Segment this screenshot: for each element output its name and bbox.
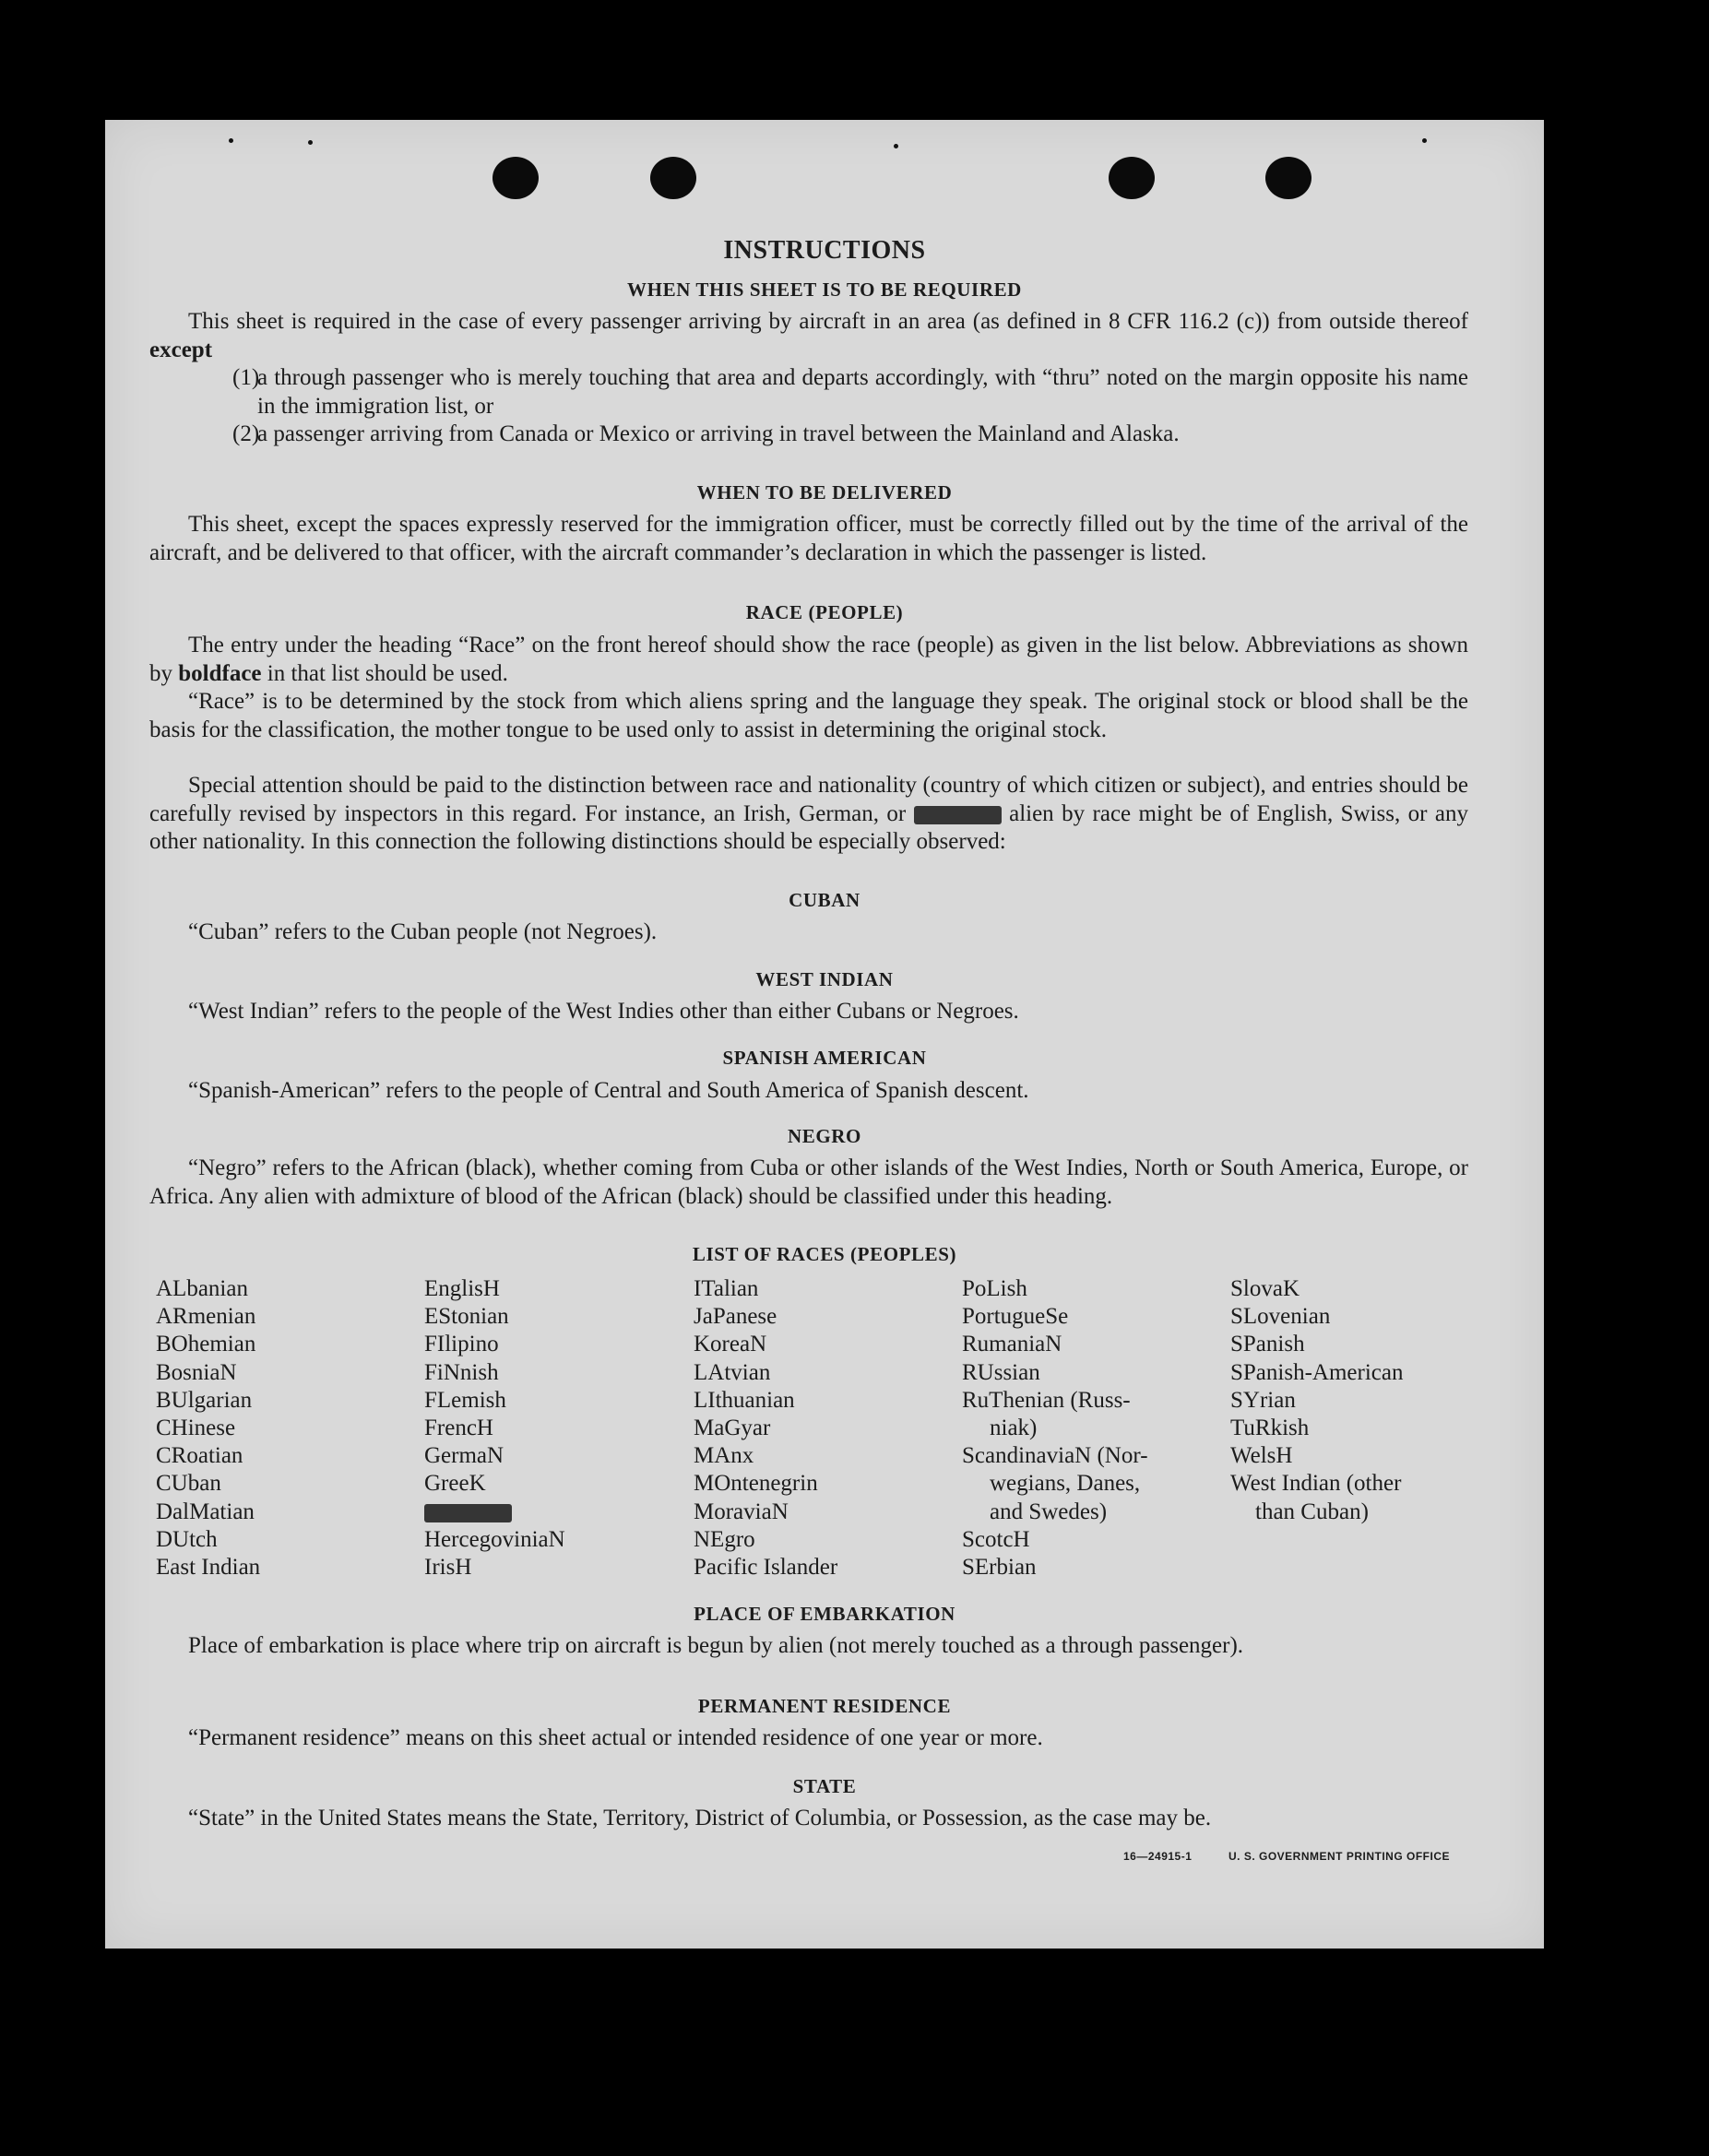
race-entry: SErbian	[962, 1555, 1037, 1581]
race-entry: than Cuban)	[1255, 1499, 1369, 1524]
form-number: 16—24915-1	[1123, 1850, 1193, 1863]
list-item: (2) a passenger arriving from Canada or Mexico or arriving in travel between the Mainland and Alaska.	[257, 421, 1468, 449]
race-entry: wegians, Danes,	[990, 1471, 1141, 1497]
redaction-mark	[914, 806, 1002, 824]
race-entry: SYrian	[1230, 1387, 1296, 1413]
section-heading: SPANISH AMERICAN	[722, 1047, 927, 1069]
punch-hole	[1109, 157, 1155, 199]
emphasis: boldface	[178, 660, 262, 686]
section-heading: NEGRO	[787, 1125, 861, 1147]
race-entry: NEgro	[694, 1526, 755, 1552]
race-entry: PoLish	[962, 1276, 1027, 1301]
race-entry: DUtch	[156, 1526, 218, 1552]
race-entry: LAtvian	[694, 1359, 771, 1385]
race-entry: RuThenian (Russ-	[962, 1387, 1131, 1413]
paragraph: “State” in the United States means the State, Territory, District of Columbia, or Possession, as the case may be.	[188, 1806, 1212, 1830]
race-entry: CHinese	[156, 1416, 236, 1441]
race-entry: MaGyar	[694, 1416, 771, 1441]
paragraph: This sheet, except the spaces expressly reserved for the immigration officer, must be correctly filled out by the time of the arrival of the aircraft, and be delivered to that officer, with the aircraft commander’s declaration in which the passenger is listed.	[149, 512, 1468, 565]
race-entry: Pacific Islander	[694, 1555, 838, 1581]
race-entry: BUlgarian	[156, 1387, 253, 1413]
speck	[308, 140, 313, 145]
race-entry: MOntenegrin	[694, 1471, 818, 1497]
emphasis: except	[149, 337, 213, 362]
race-entry: MoraviaN	[694, 1499, 789, 1524]
race-entry: SlovaK	[1230, 1276, 1300, 1301]
paragraph: “Negro” refers to the African (black), whether coming from Cuba or other islands of the West Indies, North or South America, Europe, or Africa. Any alien with admixture of blood of the African (black) should be classified under this heading.	[149, 1155, 1468, 1209]
race-entry-redacted	[424, 1499, 682, 1526]
paragraph: “Cuban” refers to the Cuban people (not Negroes).	[188, 919, 658, 944]
race-entry: WelsH	[1230, 1443, 1293, 1469]
speck	[229, 138, 233, 143]
section-heading: LIST OF RACES (PEOPLES)	[692, 1243, 957, 1265]
race-entry: ARmenian	[156, 1304, 256, 1330]
item-number: (2)	[232, 421, 260, 446]
race-entry: East Indian	[156, 1555, 261, 1581]
race-entry: EnglisH	[424, 1276, 500, 1301]
race-entry: RUssian	[962, 1359, 1040, 1385]
paragraph: Place of embarkation is place where trip on aircraft is begun by alien (not merely touched as a through passenger).	[188, 1633, 1244, 1658]
section-heading: WHEN TO BE DELIVERED	[696, 481, 953, 503]
race-column	[962, 1275, 1220, 1581]
race-entry: MAnx	[694, 1443, 754, 1469]
race-entry: RumaniaN	[962, 1332, 1062, 1357]
race-entry: SPanish-American	[1230, 1359, 1404, 1385]
punch-hole	[493, 157, 539, 199]
race-entry: ALbanian	[156, 1276, 248, 1301]
race-entry: LIthuanian	[694, 1387, 795, 1413]
race-entry: SLovenian	[1230, 1304, 1331, 1330]
race-entry: GreeK	[424, 1471, 486, 1497]
race-entry: BOhemian	[156, 1332, 256, 1357]
race-entry: ScandinaviaN (Nor-	[962, 1443, 1148, 1469]
paragraph: “Spanish-American” refers to the people of Central and South America of Spanish descent.	[188, 1078, 1029, 1103]
paragraph: This sheet is required in the case of every passenger arriving by aircraft in an area (as defined in 8 CFR 116.2 (c)) from outside thereof except	[149, 309, 1468, 362]
race-entry: CRoatian	[156, 1443, 243, 1469]
race-entry: West Indian (other	[1230, 1471, 1402, 1497]
race-entry: FIlipino	[424, 1332, 499, 1357]
redaction-mark	[424, 1504, 512, 1522]
race-entry: TuRkish	[1230, 1416, 1310, 1441]
section-heading: WEST INDIAN	[755, 968, 894, 990]
race-column	[424, 1275, 682, 1581]
section-heading: PERMANENT RESIDENCE	[697, 1695, 952, 1717]
punch-hole	[650, 157, 696, 199]
race-entry: HercegoviniaN	[424, 1526, 565, 1552]
race-entry: PortugueSe	[962, 1304, 1069, 1330]
race-column	[694, 1275, 952, 1581]
race-entry: IrisH	[424, 1555, 472, 1581]
race-column	[156, 1275, 414, 1581]
section-heading: RACE (PEOPLE)	[745, 601, 904, 623]
race-entry: BosniaN	[156, 1359, 237, 1385]
printer-credit: U. S. GOVERNMENT PRINTING OFFICE	[1228, 1850, 1451, 1863]
speck	[1422, 138, 1427, 143]
race-entry: SPanish	[1230, 1332, 1305, 1357]
race-entry: FiNnish	[424, 1359, 499, 1385]
section-heading: PLACE OF EMBARKATION	[694, 1603, 955, 1625]
document-sheet	[105, 120, 1544, 1949]
paragraph: The entry under the heading “Race” on the front hereof should show the race (people) as given in the list below. Abbreviations as shown by boldface in that list should be used.	[149, 633, 1468, 686]
race-entry: CUban	[156, 1471, 221, 1497]
race-entry: DalMatian	[156, 1499, 255, 1524]
item-number: (1)	[232, 365, 260, 390]
race-entry: niak)	[990, 1416, 1038, 1441]
race-entry: JaPanese	[694, 1304, 777, 1330]
paragraph: “Permanent residence” means on this sheet actual or intended residence of one year or more.	[188, 1725, 1043, 1750]
speck	[894, 144, 898, 148]
race-entry: KoreaN	[694, 1332, 767, 1357]
race-entry: FLemish	[424, 1387, 506, 1413]
race-column	[1230, 1275, 1489, 1526]
paragraph: “West Indian” refers to the people of the West Indies other than either Cubans or Negroes.	[188, 999, 1019, 1024]
paragraph: Special attention should be paid to the distinction between race and nationality (country of which citizen or subject), and entries should be carefully revised by inspectors in this regard. For instance, an Irish, German, or alien by race might be of English, Swiss, or any other nationality. In this connection the following distinctions should be especially observed:	[149, 773, 1469, 854]
list-item: (1) a through passenger who is merely touching that area and departs accordingly, with “thru” noted on the margin opposite his name in the immigration list, or	[232, 365, 1468, 419]
paragraph: “Race” is to be determined by the stock from which aliens spring and the language they speak. The original stock or blood shall be the basis for the classification, the mother tongue to be used only to assist in determining the original stock.	[149, 689, 1468, 742]
section-heading: CUBAN	[789, 889, 860, 911]
race-entry: and Swedes)	[990, 1499, 1108, 1524]
race-entry: GermaN	[424, 1443, 504, 1469]
race-entry: FrencH	[424, 1416, 493, 1441]
section-heading: WHEN THIS SHEET IS TO BE REQUIRED	[627, 278, 1022, 301]
race-entry: ITalian	[694, 1276, 759, 1301]
race-entry: ScotcH	[962, 1526, 1030, 1552]
section-heading: STATE	[792, 1775, 857, 1797]
punch-hole	[1265, 157, 1311, 199]
page-title: INSTRUCTIONS	[723, 236, 926, 265]
race-entry: EStonian	[424, 1304, 509, 1330]
